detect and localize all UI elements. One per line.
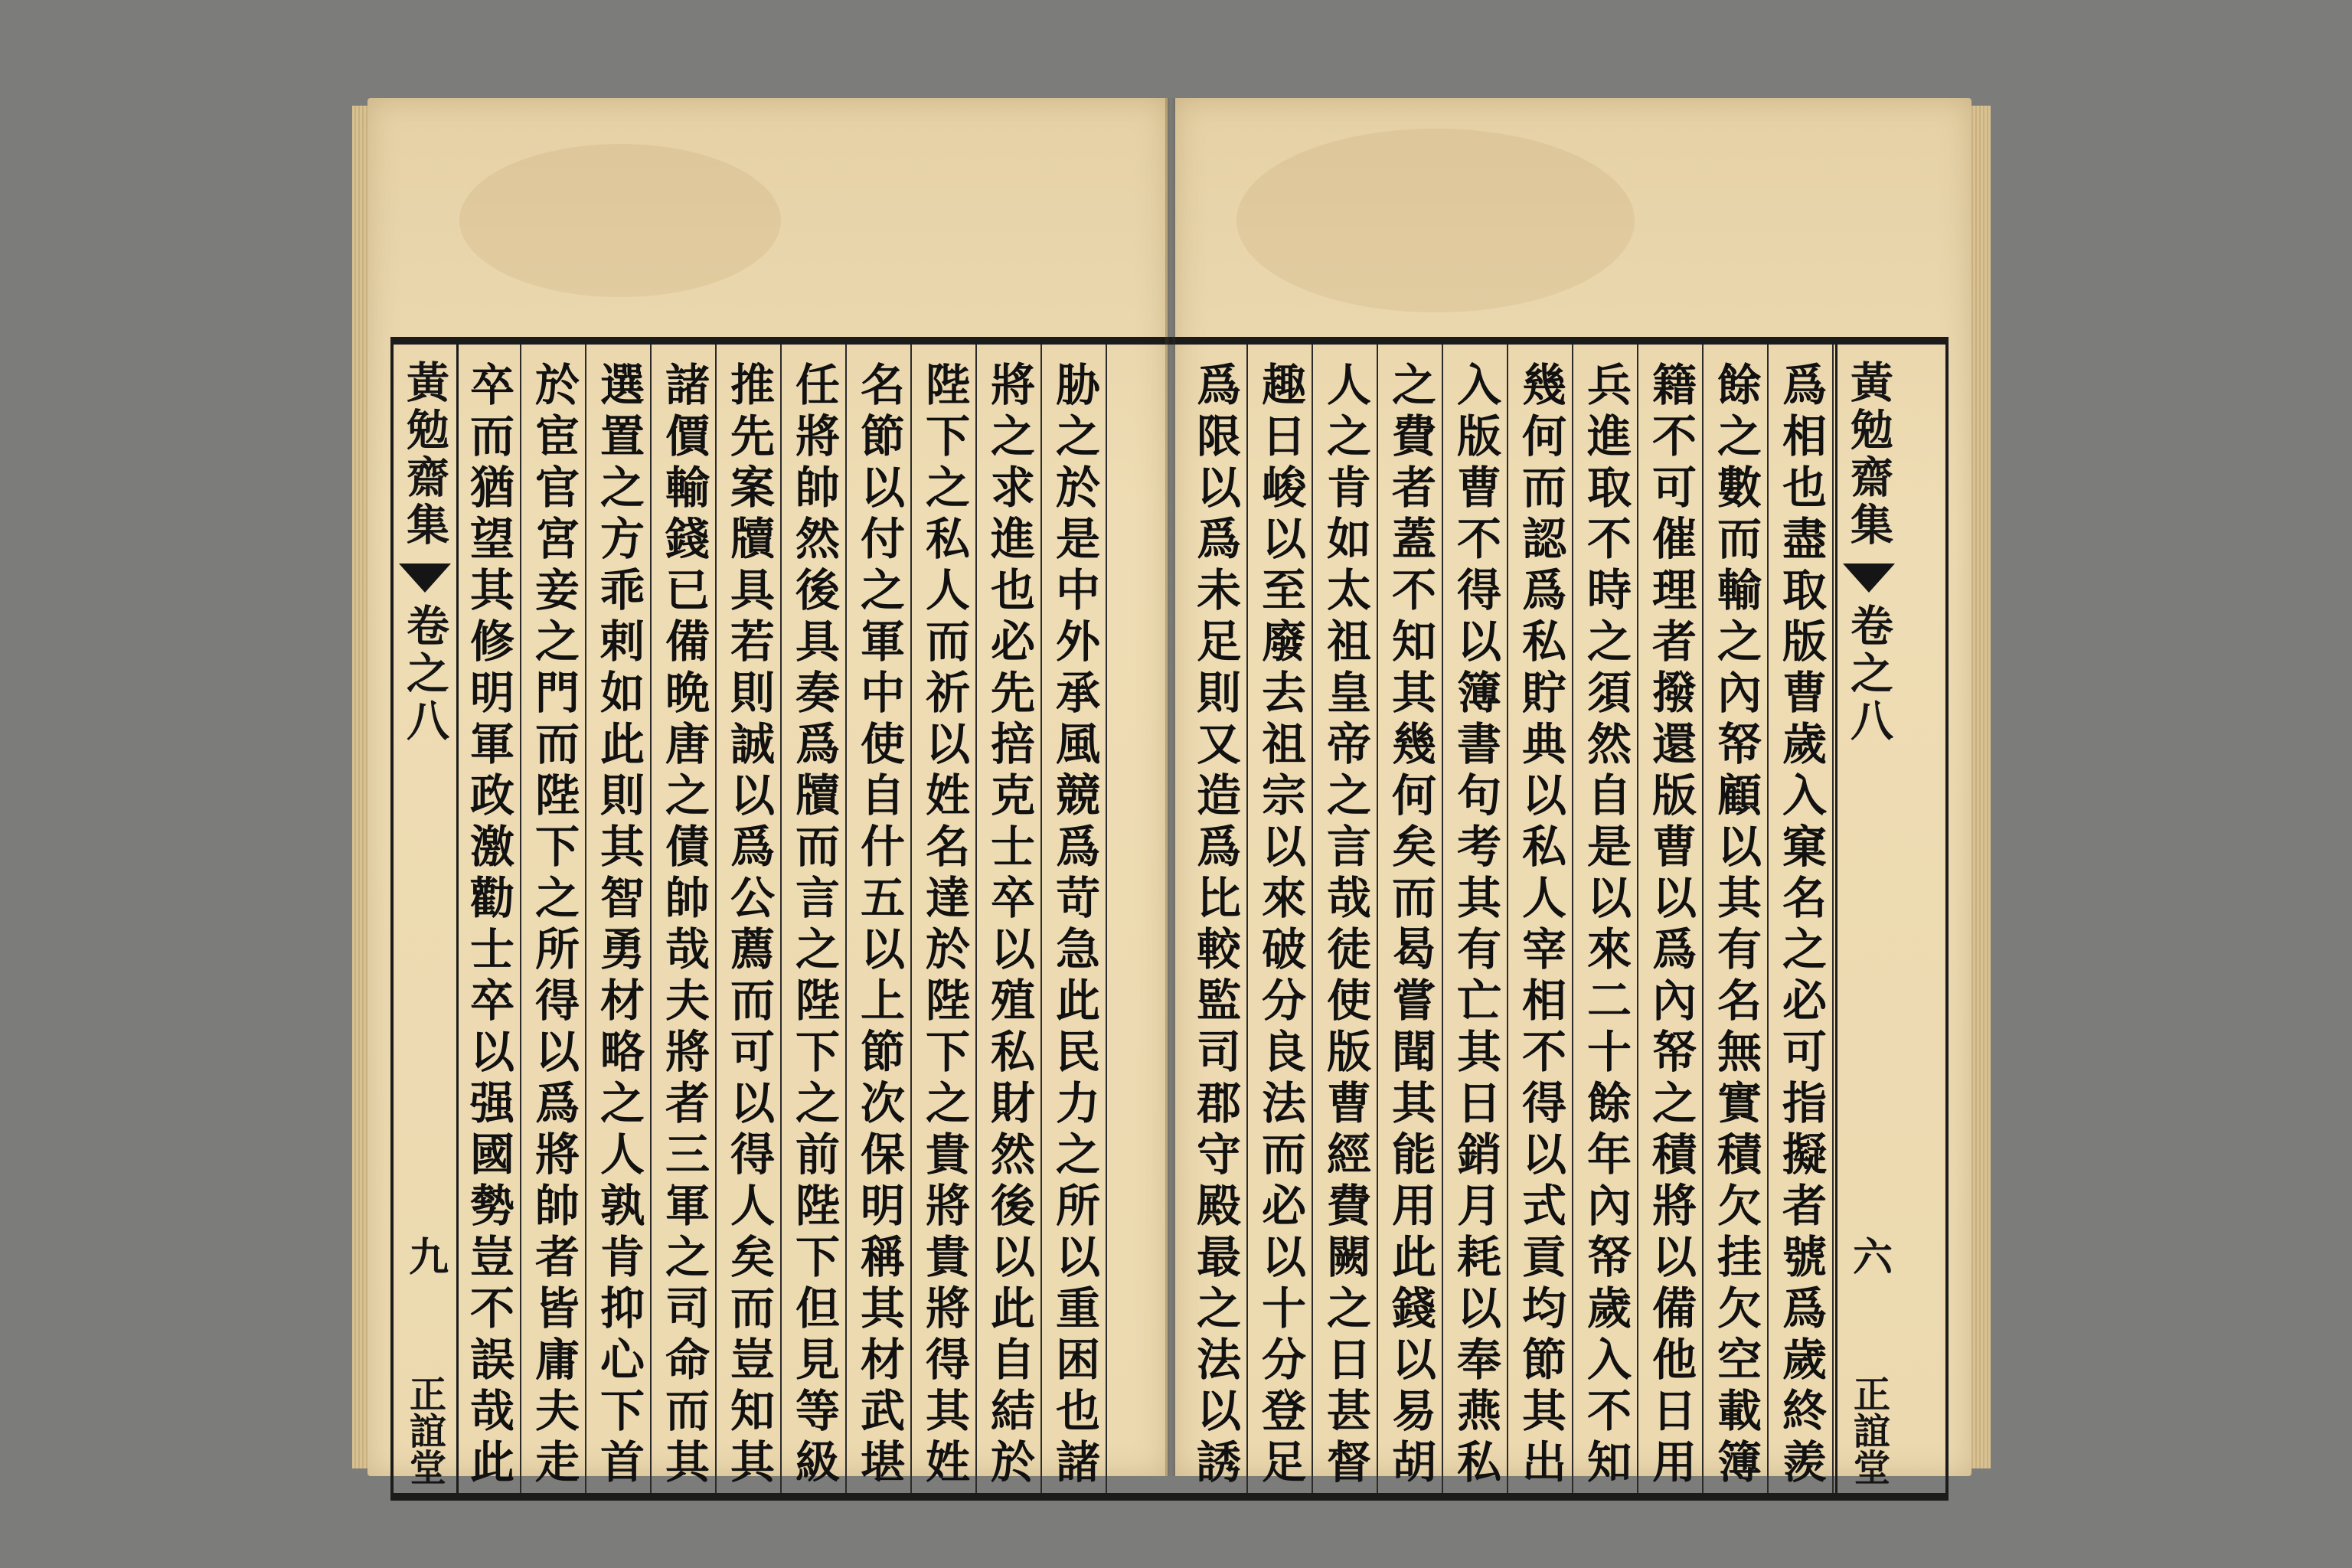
text-column: [912, 345, 977, 1493]
column-text: 爲相也盡取版曹歲入窠名之必可指擬者號爲歲終羨: [1775, 361, 1827, 1490]
column-text: 將之求進也必先掊克士卒以殖私財然後以此自結於: [983, 361, 1035, 1490]
paper-stain: [459, 144, 781, 297]
left-page: [368, 98, 1168, 1490]
fishtail-mark-icon: [1843, 564, 1895, 593]
text-column: [456, 345, 521, 1493]
banxin-studio: 正誼堂: [403, 1375, 446, 1485]
right-text-frame: [1175, 337, 1949, 1501]
column-text: 諸價輸錢已備晩唐之債帥哉夫將者三軍之司命而其: [658, 361, 710, 1490]
banxin-volume: 卷之八: [1844, 603, 1894, 746]
text-column: [521, 345, 586, 1493]
column-text: 餘之數而輸之內帑顧以其有名無實積欠挂欠空載簿: [1710, 361, 1762, 1490]
text-column: [1248, 345, 1313, 1493]
column-text: 兵進取不時之須然自是以來二十餘年內帑歲入不知: [1579, 361, 1632, 1490]
text-column: [1378, 345, 1443, 1493]
fishtail-mark-icon: [399, 564, 451, 593]
column-text: 爲限以爲未足則又造爲比較監司郡守殿最之法以誘: [1189, 361, 1241, 1490]
text-column: [1313, 345, 1378, 1493]
right-fore-edge: [1969, 106, 1991, 1468]
text-column: [977, 345, 1042, 1493]
column-text: 推先案牘具若則誠以爲公薦而可以得人矣而豈知其: [723, 361, 775, 1490]
right-page: [1175, 98, 1971, 1490]
column-text: 之費者蓋不知其幾何矣而曷嘗聞其能用此錢以易胡: [1384, 361, 1436, 1490]
left-text-frame: [390, 337, 1179, 1501]
text-column: [652, 345, 717, 1493]
column-text: 入版曹不得以簿書句考其有亡其日銷月耗以奉燕私: [1449, 361, 1501, 1490]
text-column: [1183, 345, 1248, 1493]
right-banxin: [1835, 345, 1900, 1493]
text-column: [1042, 345, 1107, 1493]
text-column: [847, 345, 912, 1493]
column-text: 名節以付之軍中使自什五以上節次保明稱其材武堪: [853, 361, 905, 1490]
banxin-title: 黃勉齋集: [1844, 360, 1894, 550]
column-text: 胁之於是中外承風競爲苛急此民力之所以重困也諸: [1048, 361, 1100, 1490]
banxin-page-number: 九: [401, 1236, 449, 1276]
column-text: 任將帥然後具奏爲牘而言之陛下之前陛下但見等級: [788, 361, 840, 1490]
text-column: [1573, 345, 1638, 1493]
banxin-volume: 卷之八: [400, 603, 450, 746]
left-banxin: [394, 345, 459, 1493]
text-column: [1508, 345, 1573, 1493]
text-column: [1769, 345, 1834, 1493]
text-column: [1638, 345, 1704, 1493]
paper-stain: [1236, 129, 1635, 312]
text-column: [1443, 345, 1508, 1493]
banxin-page-number: 六: [1845, 1236, 1893, 1276]
column-text: 於宦官宮妾之門而陛下之所得以爲將帥者皆庸夫走: [528, 361, 580, 1490]
text-column: [782, 345, 847, 1493]
column-text: 人之肯如太祖皇帝之言哉徒使版曹經費闕之日甚督: [1319, 361, 1371, 1490]
text-column: [1704, 345, 1769, 1493]
column-text: 陛下之私人而祈以姓名達於陛下之貴將貴將得其姓: [918, 361, 970, 1490]
column-text: 幾何而認爲私貯典以私人宰相不得以式貢均節其出: [1514, 361, 1566, 1490]
banxin-title: 黃勉齋集: [400, 360, 450, 550]
column-text: 趣日峻以至廢去祖宗以來破分良法而必以十分登足: [1254, 361, 1306, 1490]
column-text: 籍不可催理者撥還版曹以爲內帑之積將以備他日用: [1645, 361, 1697, 1490]
banxin-studio: 正誼堂: [1847, 1375, 1890, 1485]
text-column: [586, 345, 652, 1493]
column-text: 選置之方乖剌如此則其智勇材略之人孰肯抑心下首: [593, 361, 645, 1490]
open-book: [352, 92, 1991, 1490]
column-text: 卒而猶望其修明軍政激勸士卒以强國勢豈不誤哉此: [462, 361, 514, 1490]
text-column: [717, 345, 782, 1493]
